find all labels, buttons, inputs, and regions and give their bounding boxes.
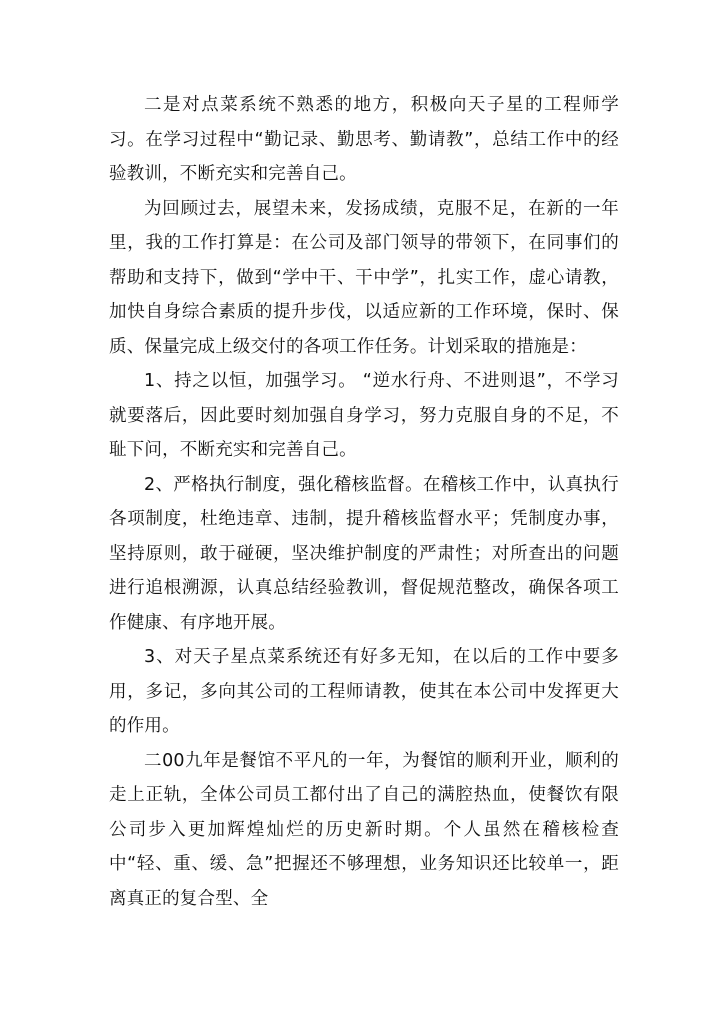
paragraph-2009-summary: 二00九年是餐馆不平凡的一年，为餐馆的顺利开业，顺利的走上正轨，全体公司员工都付出了自己的满腔热血，使餐饮有限公司步入更加辉煌灿烂的历史新时期。个人虽然在稽核检查中“轻、重、缓、急”把握还不够理想，业务知识还比较单一，距离真正的复合型、全: [109, 750, 619, 909]
paragraph-measure-2: 2、严格执行制度，强化稽核监督。在稽核工作中，认真执行各项制度，杜绝违章、违制，提升稽核监督水平；凭制度办事，坚持原则，敢于碰硬，坚决维护制度的严肃性；对所查出的问题进行追根溯源，认真总结经验教训，督促规范整改，确保各项工作健康、有序地开展。: [109, 474, 619, 633]
document-body: [109, 88, 619, 916]
paragraph-review-learning: 二是对点菜系统不熟悉的地方，积极向天子星的工程师学习。在学习过程中“勤记录、勤思考、勤请教”，总结工作中的经验教训，不断充实和完善自己。: [109, 95, 619, 184]
paragraph-measure-1: 1、持之以恒，加强学习。 “逆水行舟、不进则退”，不学习就要落后，因此要时刻加强自身学习，努力克服自身的不足，不耻下问，不断充实和完善自己。: [109, 371, 619, 460]
paragraph-measure-3: 3、对天子星点菜系统还有好多无知，在以后的工作中要多用，多记，多向其公司的工程师请教，使其在本公司中发挥更大的作用。: [109, 647, 619, 736]
paragraph-work-plan: 为回顾过去，展望未来，发扬成绩，克服不足，在新的一年里，我的工作打算是：在公司及部门领导的带领下，在同事们的帮助和支持下，做到“学中干、干中学”，扎实工作，虚心请教，加快自身综合素质的提升步伐，以适应新的工作环境，保时、保质、保量完成上级交付的各项工作任务。计划采取的措施是：: [109, 198, 619, 357]
